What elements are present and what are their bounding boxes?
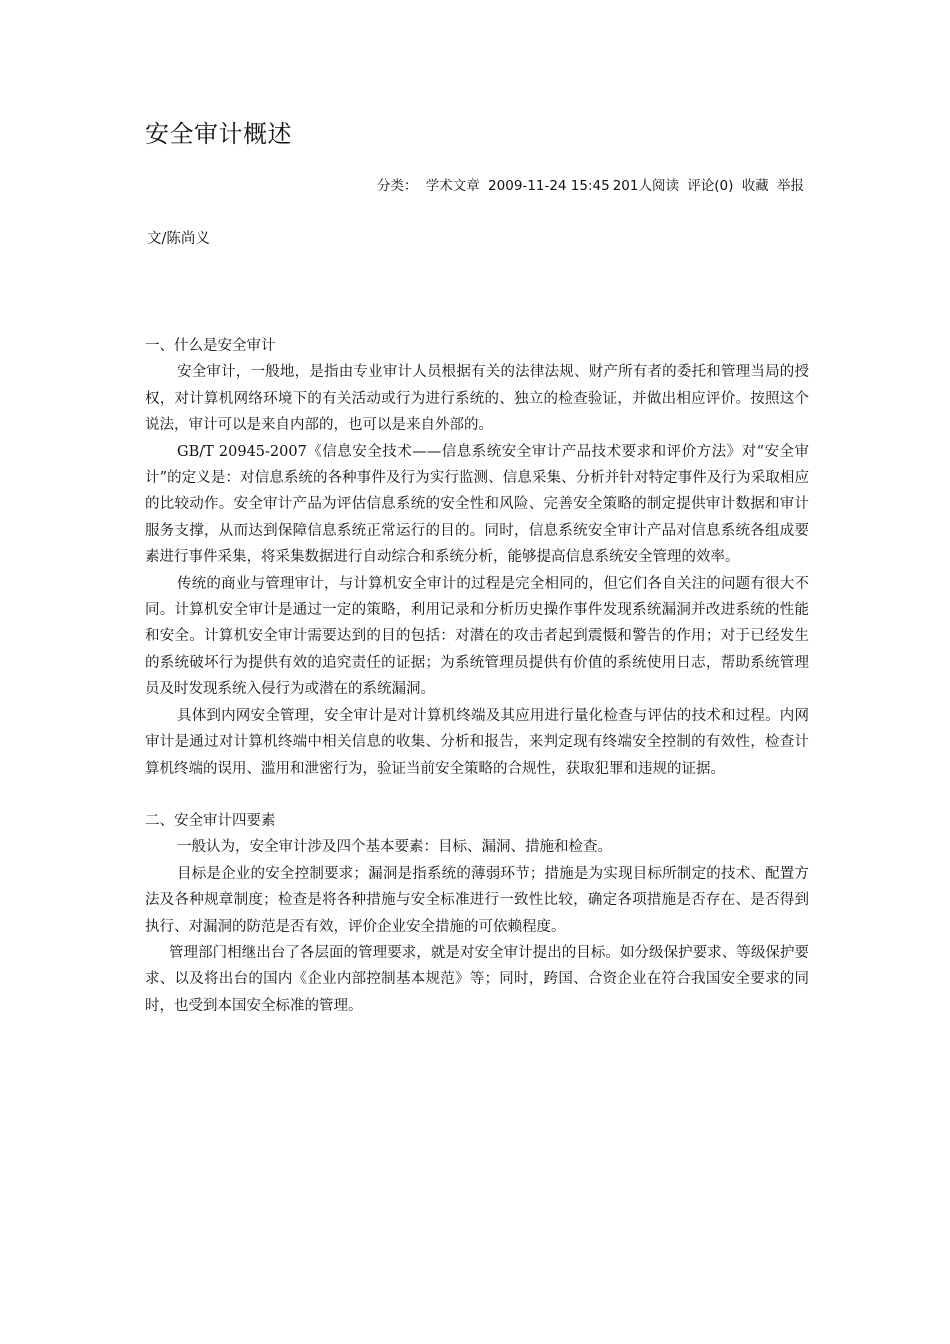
read-count: 201人阅读 — [612, 178, 679, 194]
paragraph: 具体到内网安全管理，安全审计是对计算机终端及其应用进行量化检查与评估的技术和过程。内网审计是通过对计算机终端中相关信息的收集、分析和报告，来判定现有终端安全控制的有效性，检查计算机终端的误用、滥用和泄密行为，验证当前安全策略的合规性，获取犯罪和违规的证据。 — [145, 707, 809, 777]
paragraph: 目标是企业的安全控制要求；漏洞是指系统的薄弱环节；措施是为实现目标所制定的技术、配置方法及各种规章制度；检查是将各种措施与安全标准进行一致性比较，确定各项措施是否存在、是否得到执行、对漏洞的防范是否有效，评价企业安全措施的可依赖程度。 — [145, 865, 809, 935]
paragraph: 安全审计，一般地，是指由专业审计人员根据有关的法律法规、财产所有者的委托和管理当局的授权，对计算机网络环境下的有关活动或行为进行系统的、独立的检查验证，并做出相应评价。按照这个说法，审计可以是来自内部的，也可以是来自外部的。 — [145, 364, 809, 434]
category-label: 分类： — [376, 178, 418, 194]
article-title: 安全审计概述 — [145, 120, 292, 148]
section-heading: 二、安全审计四要素 — [145, 812, 276, 829]
category-link[interactable]: 学术文章 — [425, 178, 480, 194]
report-link[interactable]: 举报 — [777, 178, 804, 194]
article-body — [145, 333, 809, 1019]
paragraph: 一般认为，安全审计涉及四个基本要素：目标、漏洞、措施和检查。 — [177, 839, 612, 856]
paragraph: 管理部门相继出台了各层面的管理要求，就是对安全审计提出的目标。如分级保护要求、等级保护要求、以及将出台的国内《企业内部控制基本规范》等；同时，跨国、合资企业在符合我国安全要求的同时，也受到本国安全标准的管理。 — [145, 944, 809, 1014]
section-heading: 一、什么是安全审计 — [145, 338, 276, 354]
article-author: 文/陈尚义 — [147, 231, 210, 247]
section-spacer — [145, 782, 809, 808]
paragraph: GB/T 20945-2007《信息安全技术——信息系统安全审计产品技术要求和评价方法》对“安全审计”的定义是：对信息系统的各种事件及行为实行监测、信息采集、分析并针对特定事件及行为采取相应的比较动作。安全审计产品为评估信息系统的安全性和风险、完善安全策略的制定提供审计数据和审计服务支撑，从而达到保障信息系统正常运行的目的。同时，信息系统安全审计产品对信息系统各组成要素进行事件采集，将采集数据进行自动综合和系统分析，能够提高信息系统安全管理的效率。 — [145, 443, 809, 566]
comments-link[interactable]: 评论(0) — [687, 178, 734, 194]
paragraph: 传统的商业与管理审计，与计算机安全审计的过程是完全相同的，但它们各自关注的问题有很大不同。计算机安全审计是通过一定的策略，利用记录和分析历史操作事件发现系统漏洞并改进系统的性能和安全。计算机安全审计需要达到的目的包括：对潜在的攻击者起到震慑和警告的作用；对于已经发生的系统破坏行为提供有效的追究责任的证据；为系统管理员提供有价值的系统使用日志，帮助系统管理员及时发现系统入侵行为或潜在的系统漏洞。 — [145, 575, 809, 698]
article-meta-bar — [373, 176, 804, 196]
publish-datetime: 2009-11-24 15:45 — [488, 178, 610, 194]
favorite-link[interactable]: 收藏 — [741, 178, 769, 194]
